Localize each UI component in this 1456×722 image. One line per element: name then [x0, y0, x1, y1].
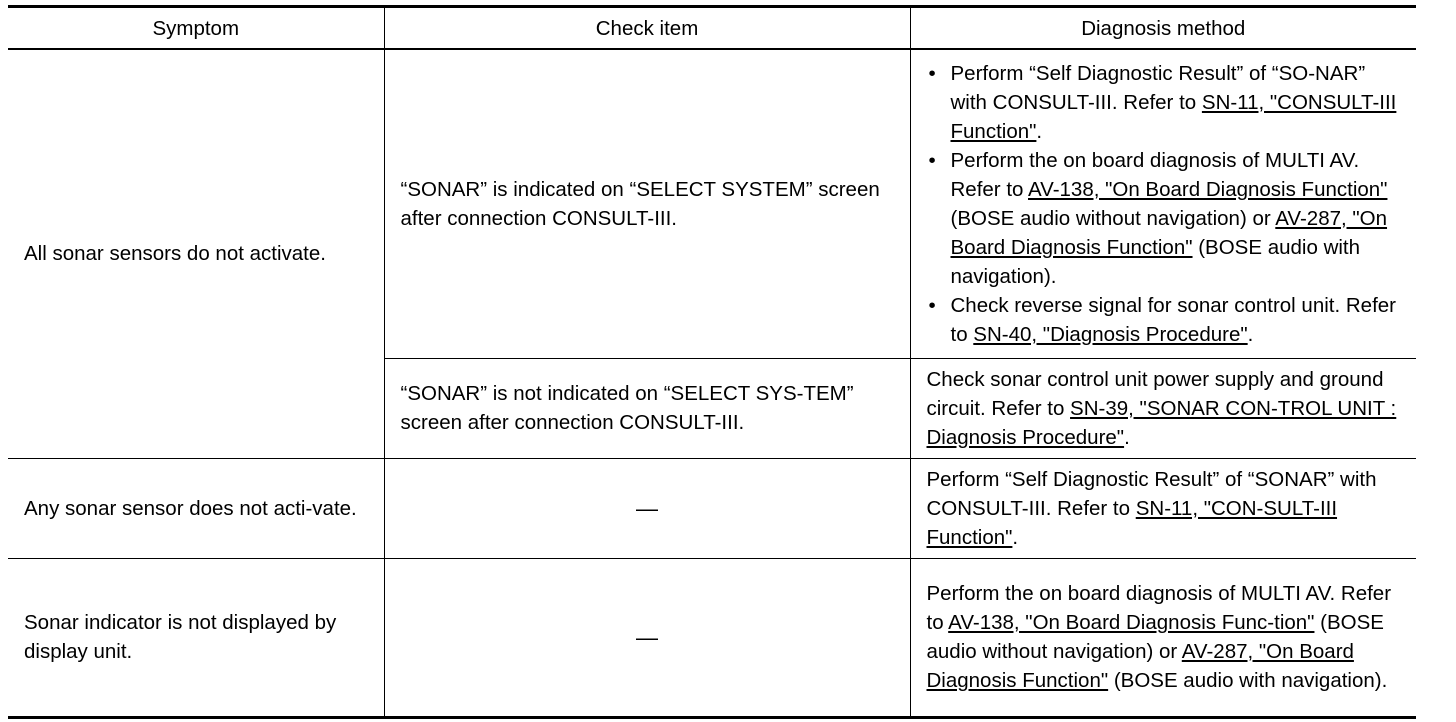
list-item	[927, 59, 1407, 146]
reference-link[interactable]: SN-40, "Diagnosis Procedure"	[973, 322, 1248, 346]
check-item-cell: —	[384, 558, 910, 717]
diagnosis-text: .	[1247, 322, 1254, 346]
reference-link[interactable]: AV-287, "On Board Diagnosis Function"	[926, 640, 1354, 692]
reference-link[interactable]: AV-138, "On Board Diagnosis Function"	[1028, 177, 1388, 201]
diagnosis-text: .	[1036, 119, 1043, 143]
list-item	[927, 146, 1407, 291]
header-diagnosis-method: Diagnosis method	[910, 7, 1416, 50]
diagnosis-text: .	[1124, 425, 1130, 449]
reference-link[interactable]: SN-11, "CONSULT-III Function"	[950, 90, 1397, 143]
reference-link[interactable]: AV-138, "On Board Diagnosis Func-tion"	[948, 611, 1315, 634]
table-row	[8, 558, 1416, 717]
diagnosis-cell	[910, 558, 1416, 717]
diagnosis-text: Check reverse signal for sonar control unit. Refer to	[950, 293, 1397, 346]
diagnosis-text: Perform the on board diagnosis of MULTI AV. Refer to	[950, 148, 1360, 201]
diagnosis-table	[8, 5, 1416, 719]
header-check-item: Check item	[384, 7, 910, 50]
reference-link[interactable]: SN-11, "CON-SULT-III Function"	[926, 496, 1338, 549]
diagnosis-cell	[910, 458, 1416, 558]
diagnosis-text: Check sonar control unit power supply and ground circuit. Refer to	[926, 367, 1384, 420]
check-item-cell: “SONAR” is not indicated on “SELECT SYS-TEM” screen after connection CONSULT-III.	[384, 358, 910, 458]
symptom-cell: Any sonar sensor does not acti-vate.	[24, 496, 357, 520]
diagnosis-text: Perform “Self Diagnostic Result” of “SO-NAR” with CONSULT-III. Refer to	[950, 61, 1366, 114]
diagnosis-text: .	[1012, 525, 1019, 549]
diagnosis-cell	[910, 358, 1416, 458]
list-item	[927, 291, 1407, 349]
bullet-icon: •	[928, 61, 936, 85]
diagnosis-text: (BOSE audio without navigation) or	[926, 611, 1384, 663]
bullet-icon: •	[928, 148, 936, 172]
header-symptom: Symptom	[152, 16, 240, 40]
diagnosis-text: Perform “Self Diagnostic Result” of “SONAR” with CONSULT-III. Refer to	[926, 467, 1377, 520]
check-item-cell: “SONAR” is indicated on “SELECT SYSTEM” screen after connection CONSULT-III.	[384, 49, 910, 358]
symptom-cell: Sonar indicator is not displayed by display unit.	[24, 611, 337, 663]
diagnosis-text: (BOSE audio with navigation).	[1108, 669, 1388, 692]
table-row	[8, 49, 1416, 358]
diagnosis-text: (BOSE audio with navigation).	[950, 235, 1361, 288]
symptom-cell: All sonar sensors do not activate.	[24, 242, 326, 266]
reference-link[interactable]: SN-39, "SONAR CON-TROL UNIT : Diagnosis Procedure"	[926, 396, 1397, 449]
diagnosis-list	[927, 59, 1407, 349]
diagnosis-cell	[910, 49, 1416, 358]
header-row	[8, 7, 1416, 50]
diagnosis-text: Perform the on board diagnosis of MULTI AV. Refer to	[926, 582, 1392, 634]
check-item-cell: —	[384, 458, 910, 558]
reference-link[interactable]: AV-287, "On Board Diagnosis Function"	[950, 206, 1388, 259]
bullet-icon: •	[928, 293, 936, 317]
table-row	[8, 458, 1416, 558]
diagnosis-text: (BOSE audio without navigation) or	[950, 206, 1276, 230]
